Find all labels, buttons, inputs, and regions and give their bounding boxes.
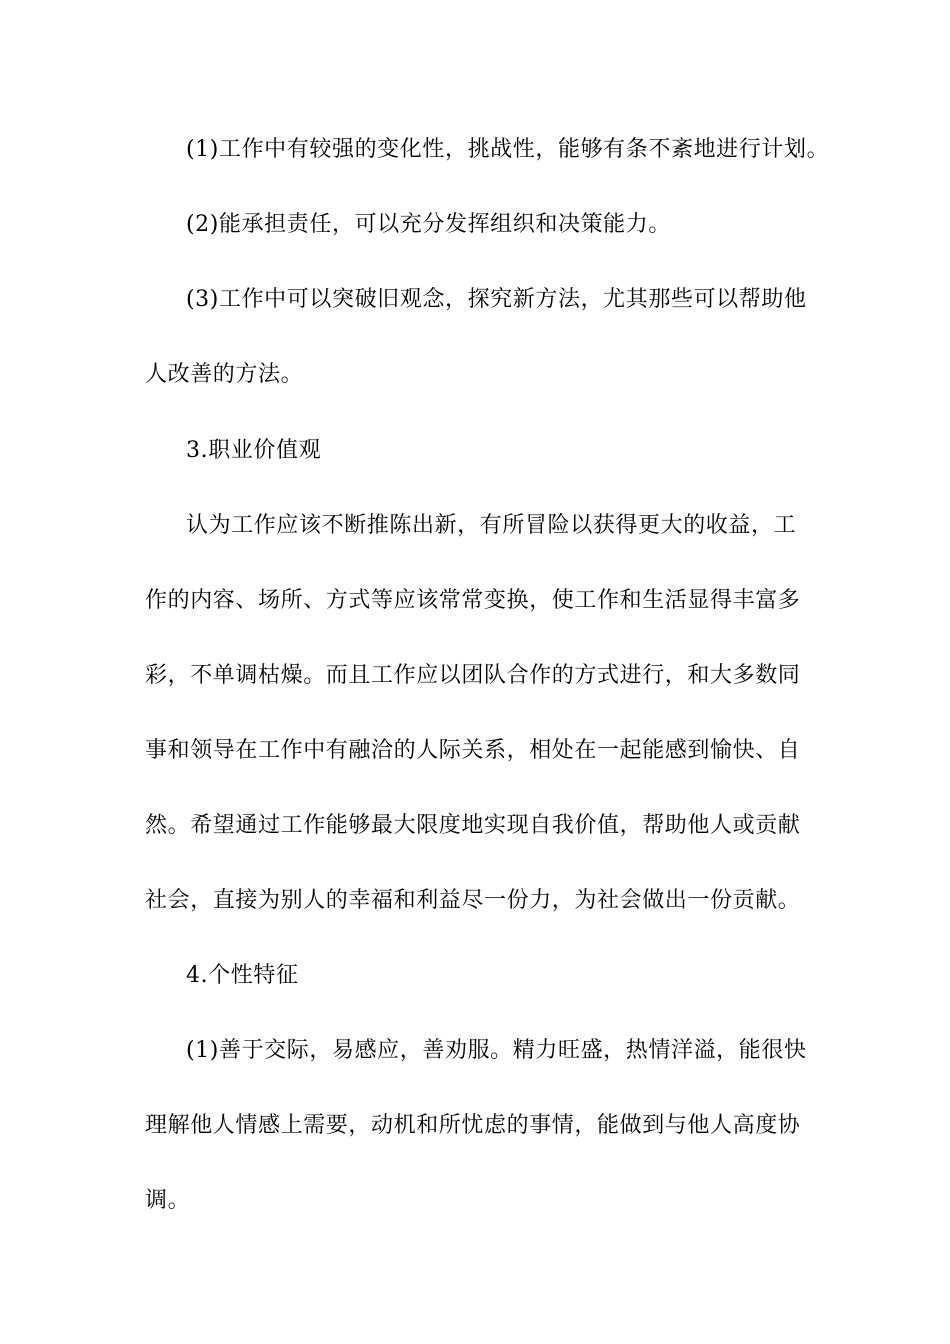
paragraph-line: 然。希望通过工作能够最大限度地实现自我价值，帮助他人或贡献 (145, 813, 801, 838)
section-heading: 4.个性特征 (186, 963, 299, 988)
paragraph-line: 认为工作应该不断推陈出新，有所冒险以获得更大的收益，工 (186, 513, 797, 538)
paragraph-line: (2)能承担责任，可以充分发挥组织和决策能力。 (186, 212, 671, 237)
paragraph-line: 调。 (145, 1188, 191, 1213)
paragraph-line: 彩，不单调枯燥。而且工作应以团队合作的方式进行，和大多数同 (145, 663, 801, 688)
paragraph-line: 人改善的方法。 (145, 362, 304, 387)
paragraph-line: 事和领导在工作中有融洽的人际关系，相处在一起能感到愉快、自 (145, 738, 801, 763)
paragraph-line: 社会，直接为别人的幸福和利益尽一份力，为社会做出一份贡献。 (145, 888, 801, 913)
section-heading: 3.职业价值观 (186, 438, 322, 463)
paragraph-line: 作的内容、场所、方式等应该常常变换，使工作和生活显得丰富多 (145, 588, 801, 613)
paragraph-line: 理解他人情感上需要，动机和所忧虑的事情，能做到与他人高度协 (145, 1113, 801, 1138)
paragraph-line: (3)工作中可以突破旧观念，探究新方法，尤其那些可以帮助他 (186, 287, 807, 312)
paragraph-line: (1)善于交际，易感应，善劝服。精力旺盛，热情洋溢，能很快 (186, 1038, 807, 1063)
paragraph-line: (1)工作中有较强的变化性，挑战性，能够有条不紊地进行计划。 (186, 137, 830, 162)
